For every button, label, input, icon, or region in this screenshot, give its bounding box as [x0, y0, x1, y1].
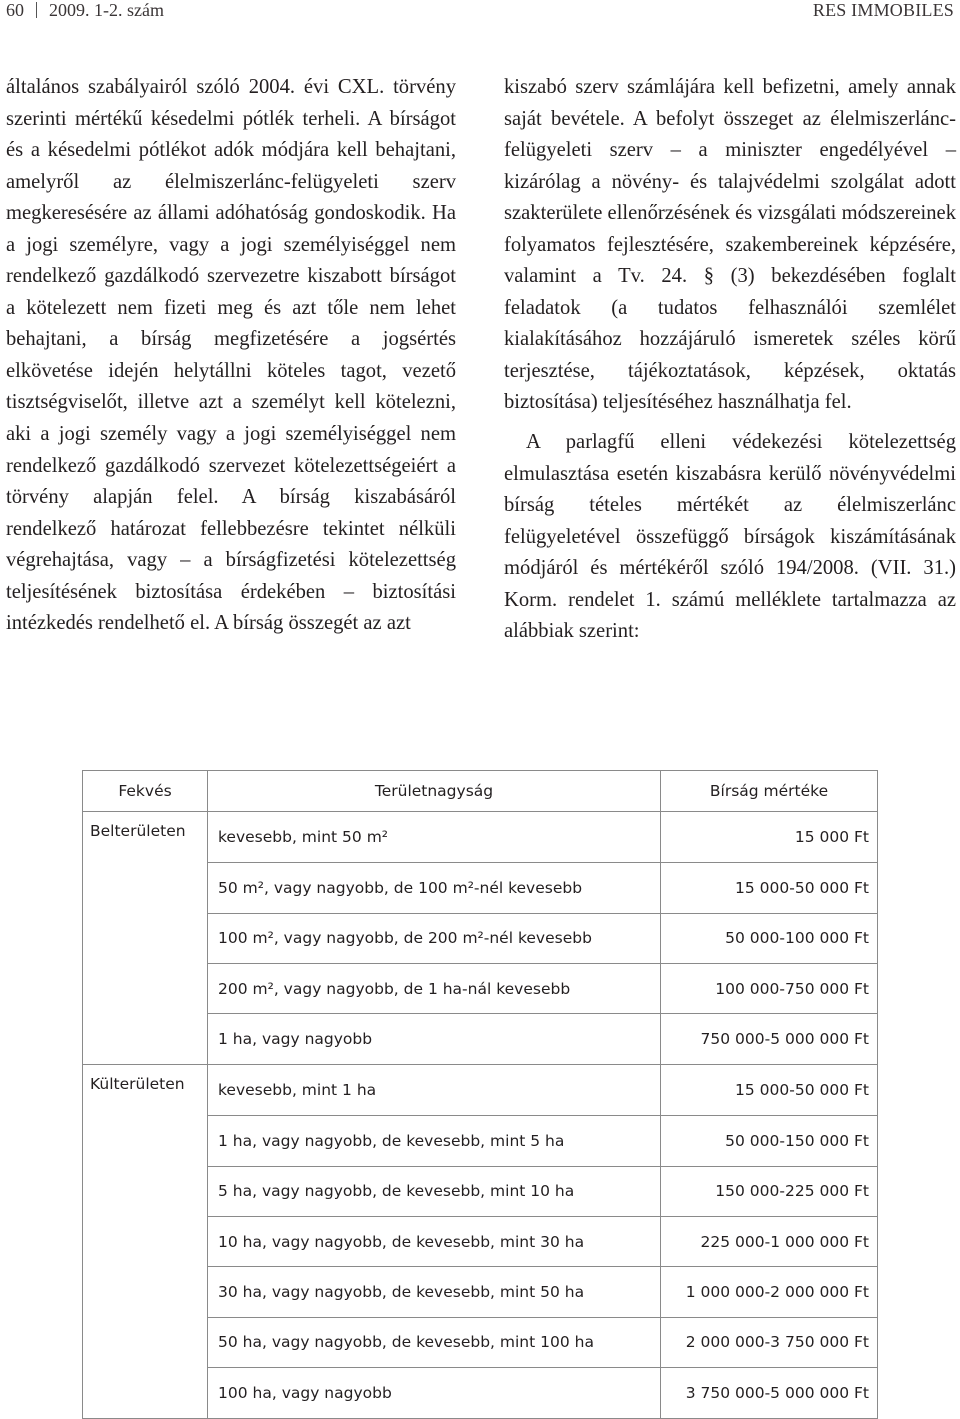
left-column	[6, 72, 456, 640]
cell-fine: 50 000-100 000 Ft	[661, 913, 878, 963]
table-row	[83, 1217, 878, 1267]
cell-area: 100 ha, vagy nagyobb	[208, 1368, 661, 1419]
cell-area: 50 m², vagy nagyobb, de 100 m²-nél kevesebb	[208, 863, 661, 913]
page-header	[0, 0, 960, 26]
fine-table	[82, 770, 878, 1419]
right-paragraph-2: A parlagfű elleni védekezési kötelezettség elmulasztása esetén kiszabásra kerülő növényvédelmi bírság tételes mértékét az élelmiszerlánc felügyeletével összefüggő bírságok kiszámításának módjáról és mértékéről szóló 194/2008. (VII. 31.) Korm. rendelet 1. számú melléklete tartalmazza az alábbiak szerint:	[504, 431, 956, 643]
cell-area: kevesebb, mint 50 m²	[208, 812, 661, 863]
cell-area: 10 ha, vagy nagyobb, de kevesebb, mint 30 ha	[208, 1217, 661, 1267]
table-row	[83, 1116, 878, 1166]
cell-area: 1 ha, vagy nagyobb, de kevesebb, mint 5 ha	[208, 1116, 661, 1166]
cell-area: 100 m², vagy nagyobb, de 200 m²-nél kevesebb	[208, 913, 661, 963]
cell-area: 50 ha, vagy nagyobb, de kevesebb, mint 100 ha	[208, 1317, 661, 1367]
cell-area: 30 ha, vagy nagyobb, de kevesebb, mint 50 ha	[208, 1267, 661, 1317]
left-column-text: általános szabályairól szóló 2004. évi CXL. törvény szerinti mértékű késedelmi pótlék terheli. A bírságot és a késedelmi pótlékot adók módjára kell behajtani, amelyről az élelmiszerlánc-felügyeleti szerv megkeresésére az állami adóhatóság gondoskodik. Ha a jogi személyre, vagy a jogi személyiséggel nem rendelkező gazdálkodó szervezetre kiszabott bírságot a kötelezett nem fizeti meg és azt tőle nem lehet behajtani, a bírság megfizetésére a jogsértés elkövetése idején helytállni köteles tagot, vezető tisztségviselőt, illetve azt a személyt kell kötelezni, aki a jogi személy vagy a jogi személyiséggel nem rendelkező gazdálkodó szervezet kötelezettségeiért a törvény alapján felel. A bírság kiszabásáról rendelkező határozat fellebbezésre tekintet nélküli végrehajtása, vagy – a bírságfizetési kötelezettség teljesítésének biztosítása érdekében – biztosítási intézkedés rendelhető el. A bírság összegét az azt	[6, 76, 456, 635]
cell-area: 5 ha, vagy nagyobb, de kevesebb, mint 10 ha	[208, 1166, 661, 1216]
header-divider	[36, 2, 37, 18]
table-body	[83, 812, 878, 1419]
table-row	[83, 1317, 878, 1367]
cell-location: Belterületen	[83, 812, 208, 863]
cell-fine: 50 000-150 000 Ft	[661, 1116, 878, 1166]
cell-fine: 15 000-50 000 Ft	[661, 1065, 878, 1116]
cell-location	[83, 863, 208, 913]
header-location: Fekvés	[83, 771, 208, 812]
table-row	[83, 1166, 878, 1216]
cell-location	[83, 1317, 208, 1367]
right-column	[504, 72, 956, 648]
table-row	[83, 913, 878, 963]
right-paragraph-1: kiszabó szerv számlájára kell befizetni, amely annak saját bevétele. A befolyt összeget az élelmiszerlánc-felügyeleti szerv – a miniszter engedélyével – kizárólag a növény- és talajvédelmi szolgálat adott szakterülete ellenőrzésének és vizsgálati módszereinek folyamatos fejlesztésére, szakembereinek képzésére, valamint a Tv. 24. § (3) bekezdésében foglalt feladatok (a tudatos felhasználói szemlélet kialakításához hozzájáruló ismeretek széles körű terjesztése, tájékoztatások, képzések, oktatás biztosítása) teljesítéséhez használhatja fel.	[504, 76, 956, 414]
table-row	[83, 1014, 878, 1065]
table-row	[83, 1368, 878, 1419]
header-area: Területnagyság	[208, 771, 661, 812]
cell-location	[83, 1217, 208, 1267]
cell-fine: 15 000 Ft	[661, 812, 878, 863]
page-number: 60	[6, 0, 24, 20]
table-header-row	[83, 771, 878, 812]
table-row	[83, 964, 878, 1014]
header-left	[6, 0, 164, 21]
table-row	[83, 863, 878, 913]
cell-location	[83, 964, 208, 1014]
cell-fine: 150 000-225 000 Ft	[661, 1166, 878, 1216]
cell-location	[83, 913, 208, 963]
cell-fine: 225 000-1 000 000 Ft	[661, 1217, 878, 1267]
journal-title: RES IMMOBILES	[812, 0, 954, 20]
cell-fine: 100 000-750 000 Ft	[661, 964, 878, 1014]
cell-fine: 2 000 000-3 750 000 Ft	[661, 1317, 878, 1367]
issue-label: 2009. 1-2. szám	[49, 0, 164, 20]
table-row	[83, 812, 878, 863]
cell-area: kevesebb, mint 1 ha	[208, 1065, 661, 1116]
cell-location	[83, 1014, 208, 1065]
table-row	[83, 1065, 878, 1116]
cell-location	[83, 1166, 208, 1216]
cell-area: 200 m², vagy nagyobb, de 1 ha-nál kevesebb	[208, 964, 661, 1014]
cell-fine: 1 000 000-2 000 000 Ft	[661, 1267, 878, 1317]
header-fine: Bírság mértéke	[661, 771, 878, 812]
cell-location	[83, 1116, 208, 1166]
cell-area: 1 ha, vagy nagyobb	[208, 1014, 661, 1065]
cell-location	[83, 1368, 208, 1419]
cell-fine: 750 000-5 000 000 Ft	[661, 1014, 878, 1065]
cell-location: Külterületen	[83, 1065, 208, 1116]
cell-fine: 15 000-50 000 Ft	[661, 863, 878, 913]
cell-fine: 3 750 000-5 000 000 Ft	[661, 1368, 878, 1419]
